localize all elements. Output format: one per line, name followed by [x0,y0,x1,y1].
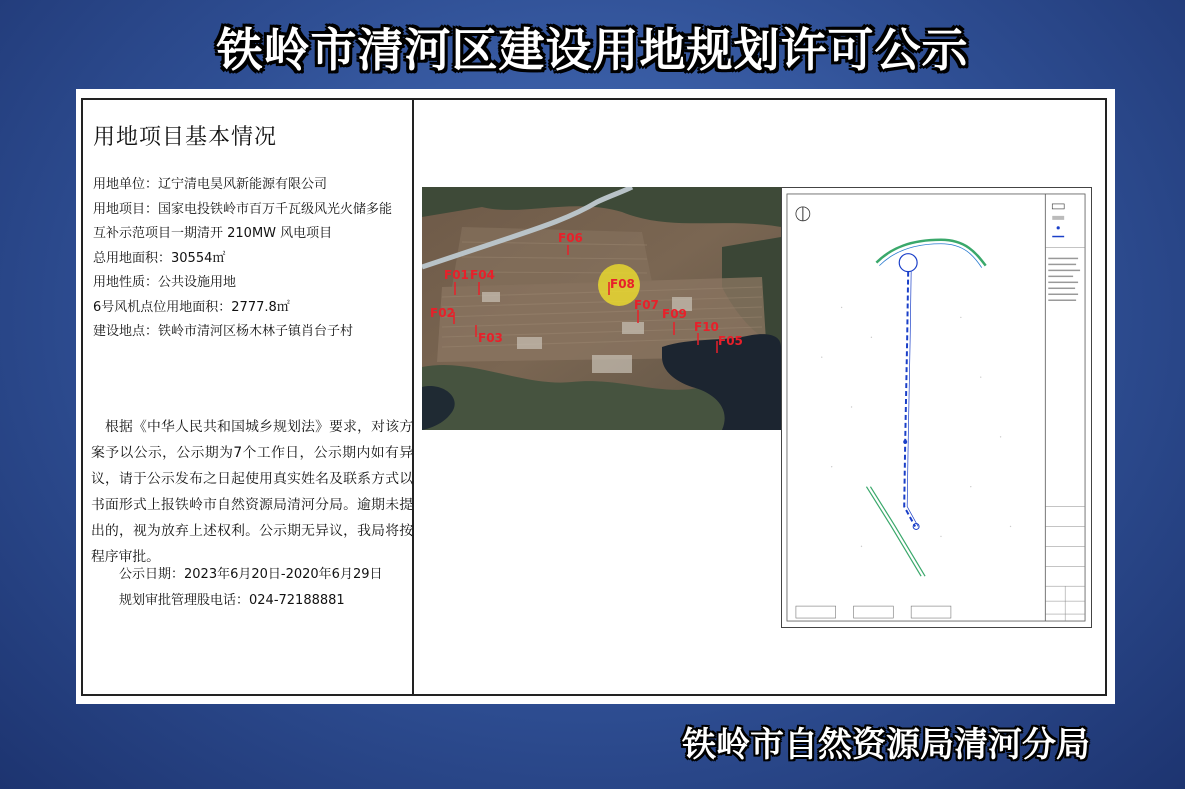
info-line-project-2: 互补示范项目一期清开 210MW 风电项目 [93,226,333,241]
planning-drawing [781,187,1092,628]
marker-label-f08: F08 [610,277,635,291]
info-line-turbine-area: 6号风机点位用地面积：2777.8㎡ [93,299,290,315]
marker-label-f10: F10 [694,320,719,334]
project-info-panel [81,98,414,696]
info-line-area: 总用地面积：30554㎡ [93,250,226,266]
marker-label-f01: F01 [444,268,469,282]
info-line-unit: 用地单位：辽宁清电昊风新能源有限公司 [93,177,328,192]
notice-phone: 规划审批管理股电话：024-72188881 [119,593,345,608]
marker-label-f06: F06 [558,231,583,245]
page-title: 铁岭市清河区建设用地规划许可公示 [216,23,969,77]
notice-text: 根据《中华人民共和国城乡规划法》要求，对该方案予以公示，公示期为7个工作日，公示期内如有异议，请于公示发布之日起使用真实姓名及联系方式以书面形式上报铁岭市自然资源局清河分局。逾期未提出的，视为放弃上述权利。公示期无异议，我局将按程序审批。 [91,419,413,565]
notice-period: 公示日期：2023年6月20日-2020年6月29日 [119,567,383,582]
satellite-map [422,187,781,430]
marker-label-f02: F02 [430,306,455,320]
notice-footer [119,562,383,614]
info-line-project-1: 用地项目：国家电投铁岭市百万千瓦级风光火储多能 [93,201,393,217]
marker-label-f09: F09 [662,307,687,321]
info-heading: 用地项目基本情况 [93,125,278,150]
marker-label-f04: F04 [470,268,495,282]
marker-label-f05: F05 [718,334,743,348]
marker-label-f03: F03 [478,331,503,345]
info-line-nature: 用地性质：公共设施用地 [93,275,237,290]
info-line-location: 建设地点：铁岭市清河区杨木林子镇肖台子村 [93,324,354,339]
notice-board [76,89,1115,704]
issuer-name: 铁岭市自然资源局清河分局 [682,725,1090,765]
marker-label-f07: F07 [634,298,659,312]
